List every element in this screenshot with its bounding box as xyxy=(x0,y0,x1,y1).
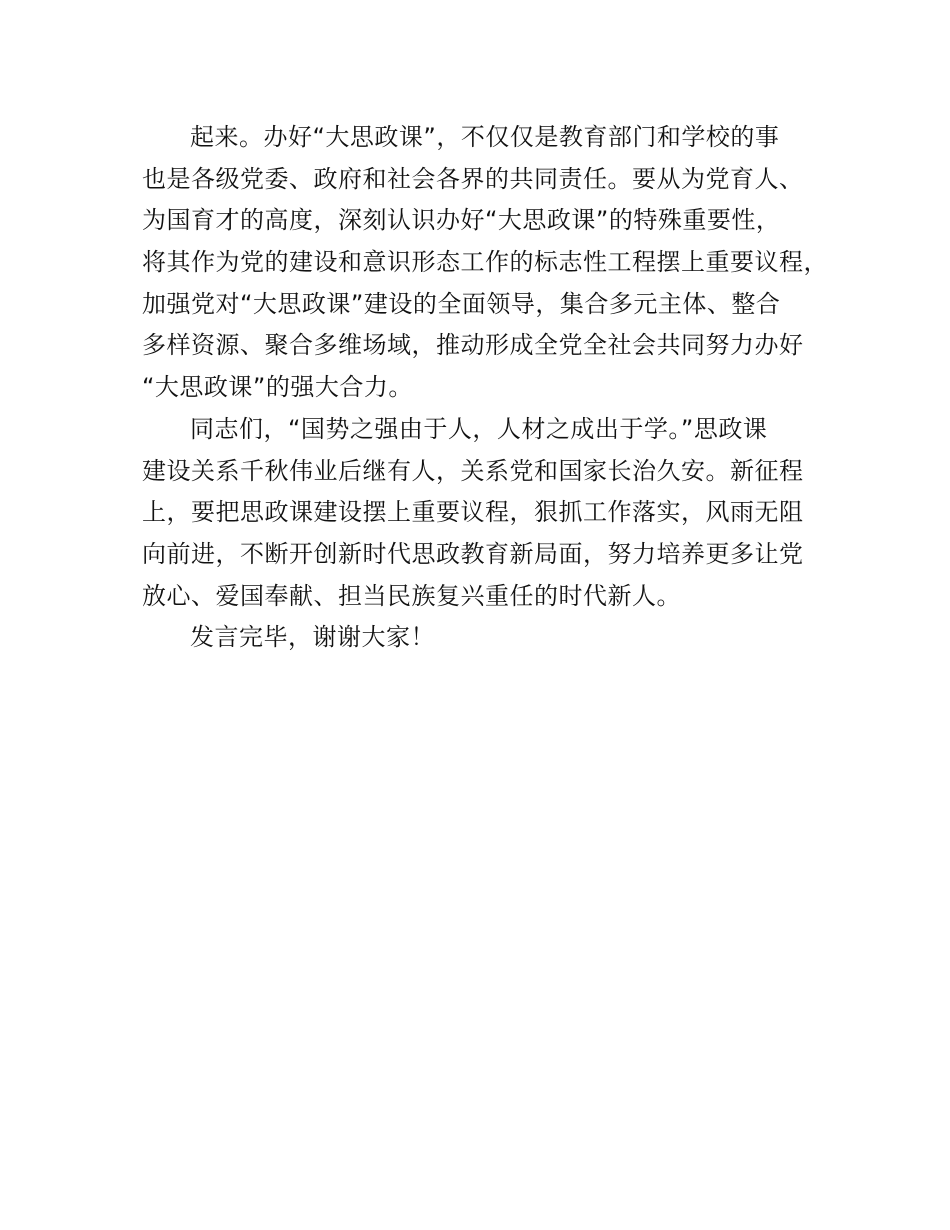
paragraph-1 xyxy=(142,117,842,409)
paragraph-line: 上，要把思政课建设摆上重要议程，狠抓工作落实，风雨无阻 xyxy=(142,498,804,527)
paragraph-line: 向前进，不断开创新时代思政教育新局面，努力培养更多让党 xyxy=(142,539,804,568)
paragraph-line: 为国育才的高度，深刻认识办好“大思政课”的特殊重要性， xyxy=(142,206,781,235)
paragraph-3 xyxy=(142,617,842,659)
document-body xyxy=(142,117,842,659)
paragraph-line: 放心、爱国奉献、担当民族复兴重任的时代新人。 xyxy=(142,581,681,610)
paragraph-line: “大思政课”的强大合力。 xyxy=(142,373,413,402)
paragraph-line: 起来。办好“大思政课”，不仅仅是教育部门和学校的事 xyxy=(190,123,780,151)
paragraph-line: 加强党对“大思政课”建设的全面领导，集合多元主体、整合 xyxy=(142,289,781,318)
paragraph-line: 发言完毕，谢谢大家！ xyxy=(190,623,435,652)
paragraph-line: 将其作为党的建设和意识形态工作的标志性工程摆上重要议程， xyxy=(142,248,828,277)
paragraph-line: 多样资源、聚合多维场域，推动形成全党全社会共同努力办好 xyxy=(142,331,804,360)
paragraph-line: 建设关系千秋伟业后继有人，关系党和国家长治久安。新征程 xyxy=(142,456,804,485)
paragraph-line: 同志们，“国势之强由于人，人材之成出于学。”思政课 xyxy=(190,414,768,443)
paragraph-2 xyxy=(142,409,842,617)
paragraph-line: 也是各级党委、政府和社会各界的共同责任。要从为党育人、 xyxy=(142,164,804,193)
